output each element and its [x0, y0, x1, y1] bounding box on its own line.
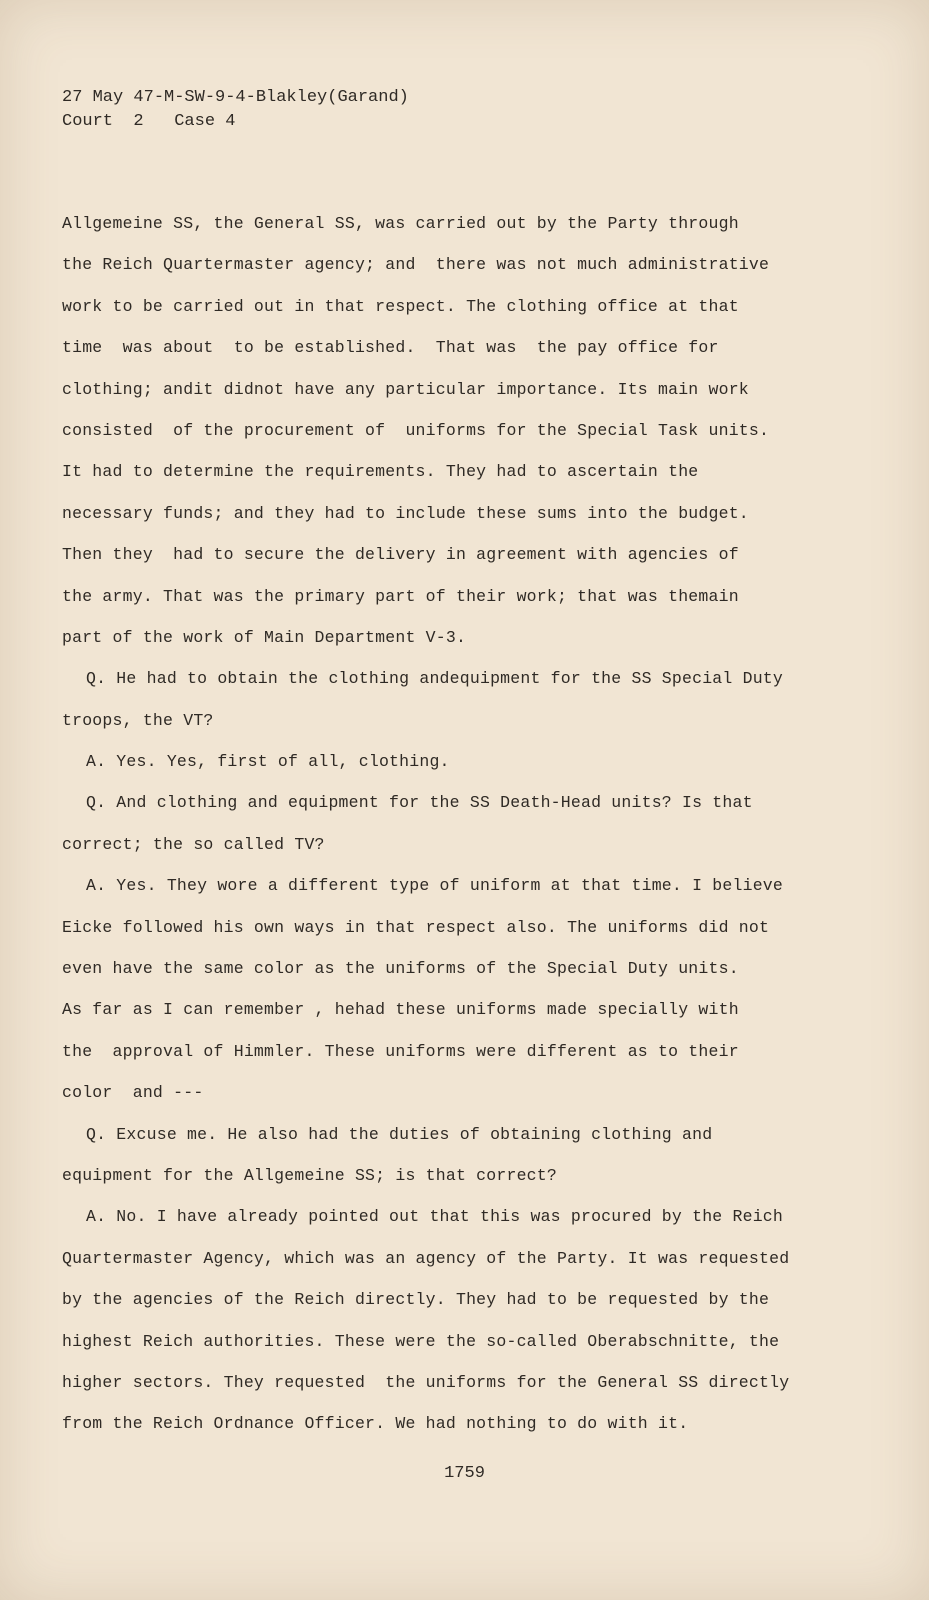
- transcript-line: even have the same color as the uniforms of the Special Duty units.: [62, 959, 739, 979]
- transcript-line: the Reich Quartermaster agency; and there was not much administrative: [62, 255, 770, 275]
- transcript-line: necessary funds; and they had to include these sums into the budget.: [62, 503, 749, 523]
- transcript-line: Quartermaster Agency, which was an agency of the Party. It was requested: [62, 1248, 790, 1268]
- transcript-line: the army. That was the primary part of their work; that was themain: [62, 586, 739, 606]
- transcript-line: Eicke followed his own ways in that respect also. The uniforms did not: [62, 917, 770, 937]
- transcript-line: Then they had to secure the delivery in agreement with agencies of: [62, 545, 739, 565]
- transcript-line: consisted of the procurement of uniforms for the Special Task units.: [62, 420, 770, 440]
- transcript-line: higher sectors. They requested the uniforms for the General SS directly: [62, 1372, 790, 1392]
- transcript-body: [62, 203, 862, 1445]
- transcript-line: clothing; andit didnot have any particular importance. Its main work: [62, 379, 749, 399]
- transcript-line: the approval of Himmler. These uniforms were different as to their: [62, 1041, 739, 1061]
- question-line: Q. He had to obtain the clothing andequipment for the SS Special Duty: [86, 669, 784, 689]
- page-number: 1759: [444, 1464, 485, 1483]
- answer-line: A. Yes. Yes, first of all, clothing.: [86, 752, 450, 772]
- header-court-case-line: Court 2 Case 4: [62, 112, 236, 131]
- transcript-line: Allgemeine SS, the General SS, was carried out by the Party through: [62, 214, 739, 233]
- transcript-line: by the agencies of the Reich directly. They had to be requested by the: [62, 1290, 770, 1310]
- transcript-line: color and ---: [62, 1083, 204, 1103]
- document-header: [62, 86, 409, 134]
- transcript-line: It had to determine the requirements. They had to ascertain the: [62, 462, 699, 482]
- answer-line: A. No. I have already pointed out that this was procured by the Reich: [86, 1207, 784, 1227]
- transcript-line: from the Reich Ordnance Officer. We had nothing to do with it.: [62, 1414, 689, 1434]
- question-line: Q. And clothing and equipment for the SS Death-Head units? Is that: [86, 793, 753, 813]
- header-reference-line: 27 May 47-M-SW-9-4-Blakley(Garand): [62, 88, 409, 107]
- transcript-line: troops, the VT?: [62, 710, 214, 730]
- transcript-line: work to be carried out in that respect. The clothing office at that: [62, 296, 739, 316]
- transcript-line: part of the work of Main Department V-3.: [62, 627, 467, 647]
- transcript-line: equipment for the Allgemeine SS; is that correct?: [62, 1165, 557, 1185]
- transcript-line: highest Reich authorities. These were the so-called Oberabschnitte, the: [62, 1331, 780, 1351]
- transcript-line: correct; the so called TV?: [62, 834, 325, 854]
- transcript-line: time was about to be established. That was the pay office for: [62, 338, 719, 358]
- answer-line: A. Yes. They wore a different type of uniform at that time. I believe: [86, 876, 784, 896]
- transcript-line: As far as I can remember , hehad these uniforms made specially with: [62, 1000, 739, 1020]
- question-line: Q. Excuse me. He also had the duties of obtaining clothing and: [86, 1124, 713, 1144]
